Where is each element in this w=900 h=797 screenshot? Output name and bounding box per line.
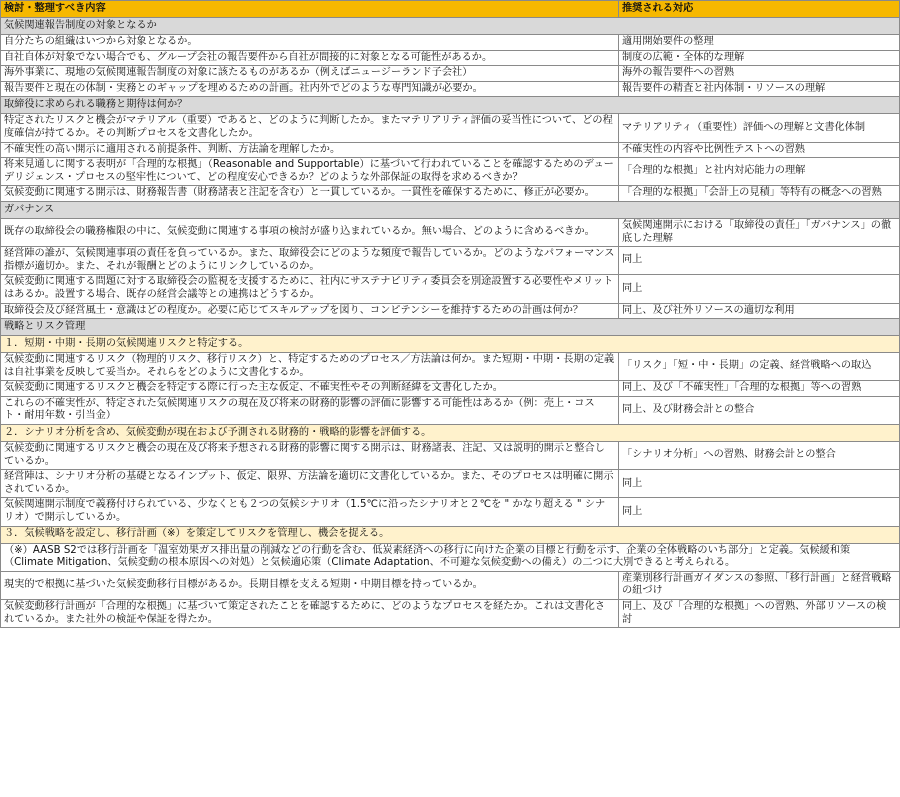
review-item: 取締役会及び経営風土・意識はどの程度か。必要に応じてスキルアップを図り、コンピテンシーを維持するための計画は何か？ [1, 303, 619, 319]
review-item: 自分たちの組織はいつから対象となるか。 [1, 35, 619, 51]
table-row [1, 50, 900, 66]
table-row [1, 114, 900, 142]
recommended-action: 報告要件の精査と社内体制・リソースの理解 [619, 81, 900, 97]
recommended-action: 同上 [619, 498, 900, 526]
table-row [1, 381, 900, 397]
column-header-items: 検討・整理すべき内容 [1, 1, 619, 18]
section-title: 気候関連報告制度の対象となるか [1, 18, 900, 35]
subsection-title: １．短期・中期・長期の気候関連リスクと特定する。 [1, 336, 900, 353]
section-title: 取締役に求められる職務と期待は何か？ [1, 97, 900, 114]
subsection-header-row [1, 425, 900, 442]
review-item: 不確実性の高い開示に適用される前提条件、判断、方法論を理解したか。 [1, 142, 619, 158]
subsection-title: ２．シナリオ分析を含め、気候変動が現在および予測される財務的・戦略的影響を評価する。 [1, 425, 900, 442]
review-item: 特定されたリスクと機会がマテリアル（重要）であると、どのように判断したか。またマテリアリティ評価の妥当性について、どの程度確信が持てるか。その判断プロセスを文書化したか。 [1, 114, 619, 142]
table-row [1, 571, 900, 599]
recommended-action: 同上 [619, 275, 900, 303]
recommended-action: 「リスク」「短・中・長期」の定義、経営戦略への取込 [619, 353, 900, 381]
recommended-action: 適用開始要件の整理 [619, 35, 900, 51]
recommended-action: 同上 [619, 470, 900, 498]
table-row [1, 600, 900, 628]
table-row [1, 353, 900, 381]
table-row [1, 35, 900, 51]
recommended-action: マテリアリティ（重要性）評価への理解と文書化体制 [619, 114, 900, 142]
recommended-action: 「シナリオ分析」への習熟、財務会計との整合 [619, 442, 900, 470]
recommended-action: 同上、及び社外リソースの適切な利用 [619, 303, 900, 319]
recommended-action: 制度の広範・全体的な理解 [619, 50, 900, 66]
recommended-action: 産業別移行計画ガイダンスの参照、「移行計画」と経営戦略の紐づけ [619, 571, 900, 599]
recommended-action: 「合理的な根拠」と社内対応能力の理解 [619, 158, 900, 186]
table-row [1, 498, 900, 526]
recommended-action: 海外の報告要件への習熟 [619, 66, 900, 82]
table-row [1, 396, 900, 424]
review-item: 気候変動に関連する開示は、財務報告書（財務諸表と注記を含む）と一貫しているか。一貫性を確保するために、修正が必要か。 [1, 186, 619, 202]
section-header-row [1, 97, 900, 114]
review-item: 気候変動移行計画が「合理的な根拠」に基づいて策定されたことを確認するために、どのようなプロセスを経たか。これは文書化されているか。また社外の検証や保証を得たか。 [1, 600, 619, 628]
review-item: 気候変動に関連するリスクと機会の現在及び将来予想される財務的影響に関する開示は、財務諸表、注記、又は説明的開示と整合しているか。 [1, 442, 619, 470]
table-row [1, 66, 900, 82]
section-title: 戦略とリスク管理 [1, 319, 900, 336]
review-item: 報告要件と現在の体制・実務とのギャップを埋めるための計画。社内外でどのような専門知識が必要か。 [1, 81, 619, 97]
review-item: 気候変動に関連する問題に対する取締役会の監視を支援するために、社内にサステナビリティ委員会を別途設置する必要性やメリットはあるか。設置する場合、既存の経営会議等との連携はどうするか。 [1, 275, 619, 303]
review-item: 自社自体が対象でない場合でも、グループ会社の報告要件から自社が間接的に対象となる可能性があるか。 [1, 50, 619, 66]
subsection-header-row [1, 526, 900, 543]
table-row [1, 158, 900, 186]
review-item: 気候変動に関連するリスクと機会を特定する際に行った主な仮定、不確実性やその判断経緯を文書化したか。 [1, 381, 619, 397]
recommended-action: 同上 [619, 247, 900, 275]
note-row [1, 543, 900, 571]
table-row [1, 470, 900, 498]
section-header-row [1, 18, 900, 35]
table-row [1, 442, 900, 470]
review-item: 経営陣の誰が、気候関連事項の責任を負っているか。また、取締役会にどのような頻度で報告しているか。どのようなパフォーマンス指標が適切か。また、それが報酬とどのようにリンクしているのか。 [1, 247, 619, 275]
review-item: 将来見通しに関する表明が「合理的な根拠」（Reasonable and Supportable）に基づいて行われていることを確認するためのデューデリジェンス・プロセスの堅牢性について、どの程度安心できるか？どのような外部保証の取得を求めるべきか？ [1, 158, 619, 186]
review-item: 現実的で根拠に基づいた気候変動移行目標があるか。長期目標を支える短期・中期目標を持っているか。 [1, 571, 619, 599]
recommended-action: 同上、及び「合理的な根拠」への習熟、外部リソースの検討 [619, 600, 900, 628]
review-item: 経営陣は、シナリオ分析の基礎となるインプット、仮定、限界、方法論を適切に文書化しているか。また、そのプロセスは明確に開示されているか。 [1, 470, 619, 498]
table-row [1, 81, 900, 97]
table-header-row [1, 1, 900, 18]
review-item: 気候変動に関連するリスク（物理的リスク、移行リスク）と、特定するためのプロセス／方法論は何か。また短期・中期・長期の定義は自社事業を反映して妥当か。それらをどのように文書化するか。 [1, 353, 619, 381]
recommended-action: 気候関連開示における「取締役の責任」「ガバナンス」の徹底した理解 [619, 218, 900, 246]
section-header-row [1, 201, 900, 218]
table-row [1, 186, 900, 202]
table-row [1, 303, 900, 319]
table-row [1, 275, 900, 303]
transition-plan-note: （※）AASB S2では移行計画を「温室効果ガス排出量の削減などの行動を含む、低炭素経済への移行に向けた企業の目標と行動を示す、企業の全体戦略のいち部分」と定義。気候緩和策（Climate Mitigation、気候変動の根本原因への対処）と気候適応策（Climate Adaptation、不可避な気候変動への備え）の二つに大別できると考えられる。 [1, 543, 900, 571]
column-header-actions: 推奨される対応 [619, 1, 900, 18]
subsection-title: ３．気候戦略を設定し、移行計画（※）を策定してリスクを管理し、機会を捉える。 [1, 526, 900, 543]
section-title: ガバナンス [1, 201, 900, 218]
table-row [1, 247, 900, 275]
review-item: 海外事業に、現地の気候関連報告制度の対象に該たるものがあるか（例えばニュージーランド子会社） [1, 66, 619, 82]
subsection-header-row [1, 336, 900, 353]
review-item: 既存の取締役会の職務権限の中に、気候変動に関連する事項の検討が盛り込まれているか。無い場合、どのように含めるべきか。 [1, 218, 619, 246]
recommended-action: 同上、及び「不確実性」「合理的な根拠」等への習熟 [619, 381, 900, 397]
table-row [1, 142, 900, 158]
review-item: 気候関連開示制度で義務付けられている、少なくとも２つの気候シナリオ（1.5℃に沿ったシナリオと２℃を " かなり超える " シナリオ）で開示しているか。 [1, 498, 619, 526]
recommended-action: 同上、及び財務会計との整合 [619, 396, 900, 424]
section-header-row [1, 319, 900, 336]
recommended-action: 不確実性の内容や比例性テストへの習熟 [619, 142, 900, 158]
recommended-action: 「合理的な根拠」「会計上の見積」等特有の概念への習熟 [619, 186, 900, 202]
review-item: これらの不確実性が、特定された気候関連リスクの現在及び将来の財務的影響の評価に影響する可能性はあるか（例：売上・コスト・耐用年数・引当金） [1, 396, 619, 424]
table-row [1, 218, 900, 246]
